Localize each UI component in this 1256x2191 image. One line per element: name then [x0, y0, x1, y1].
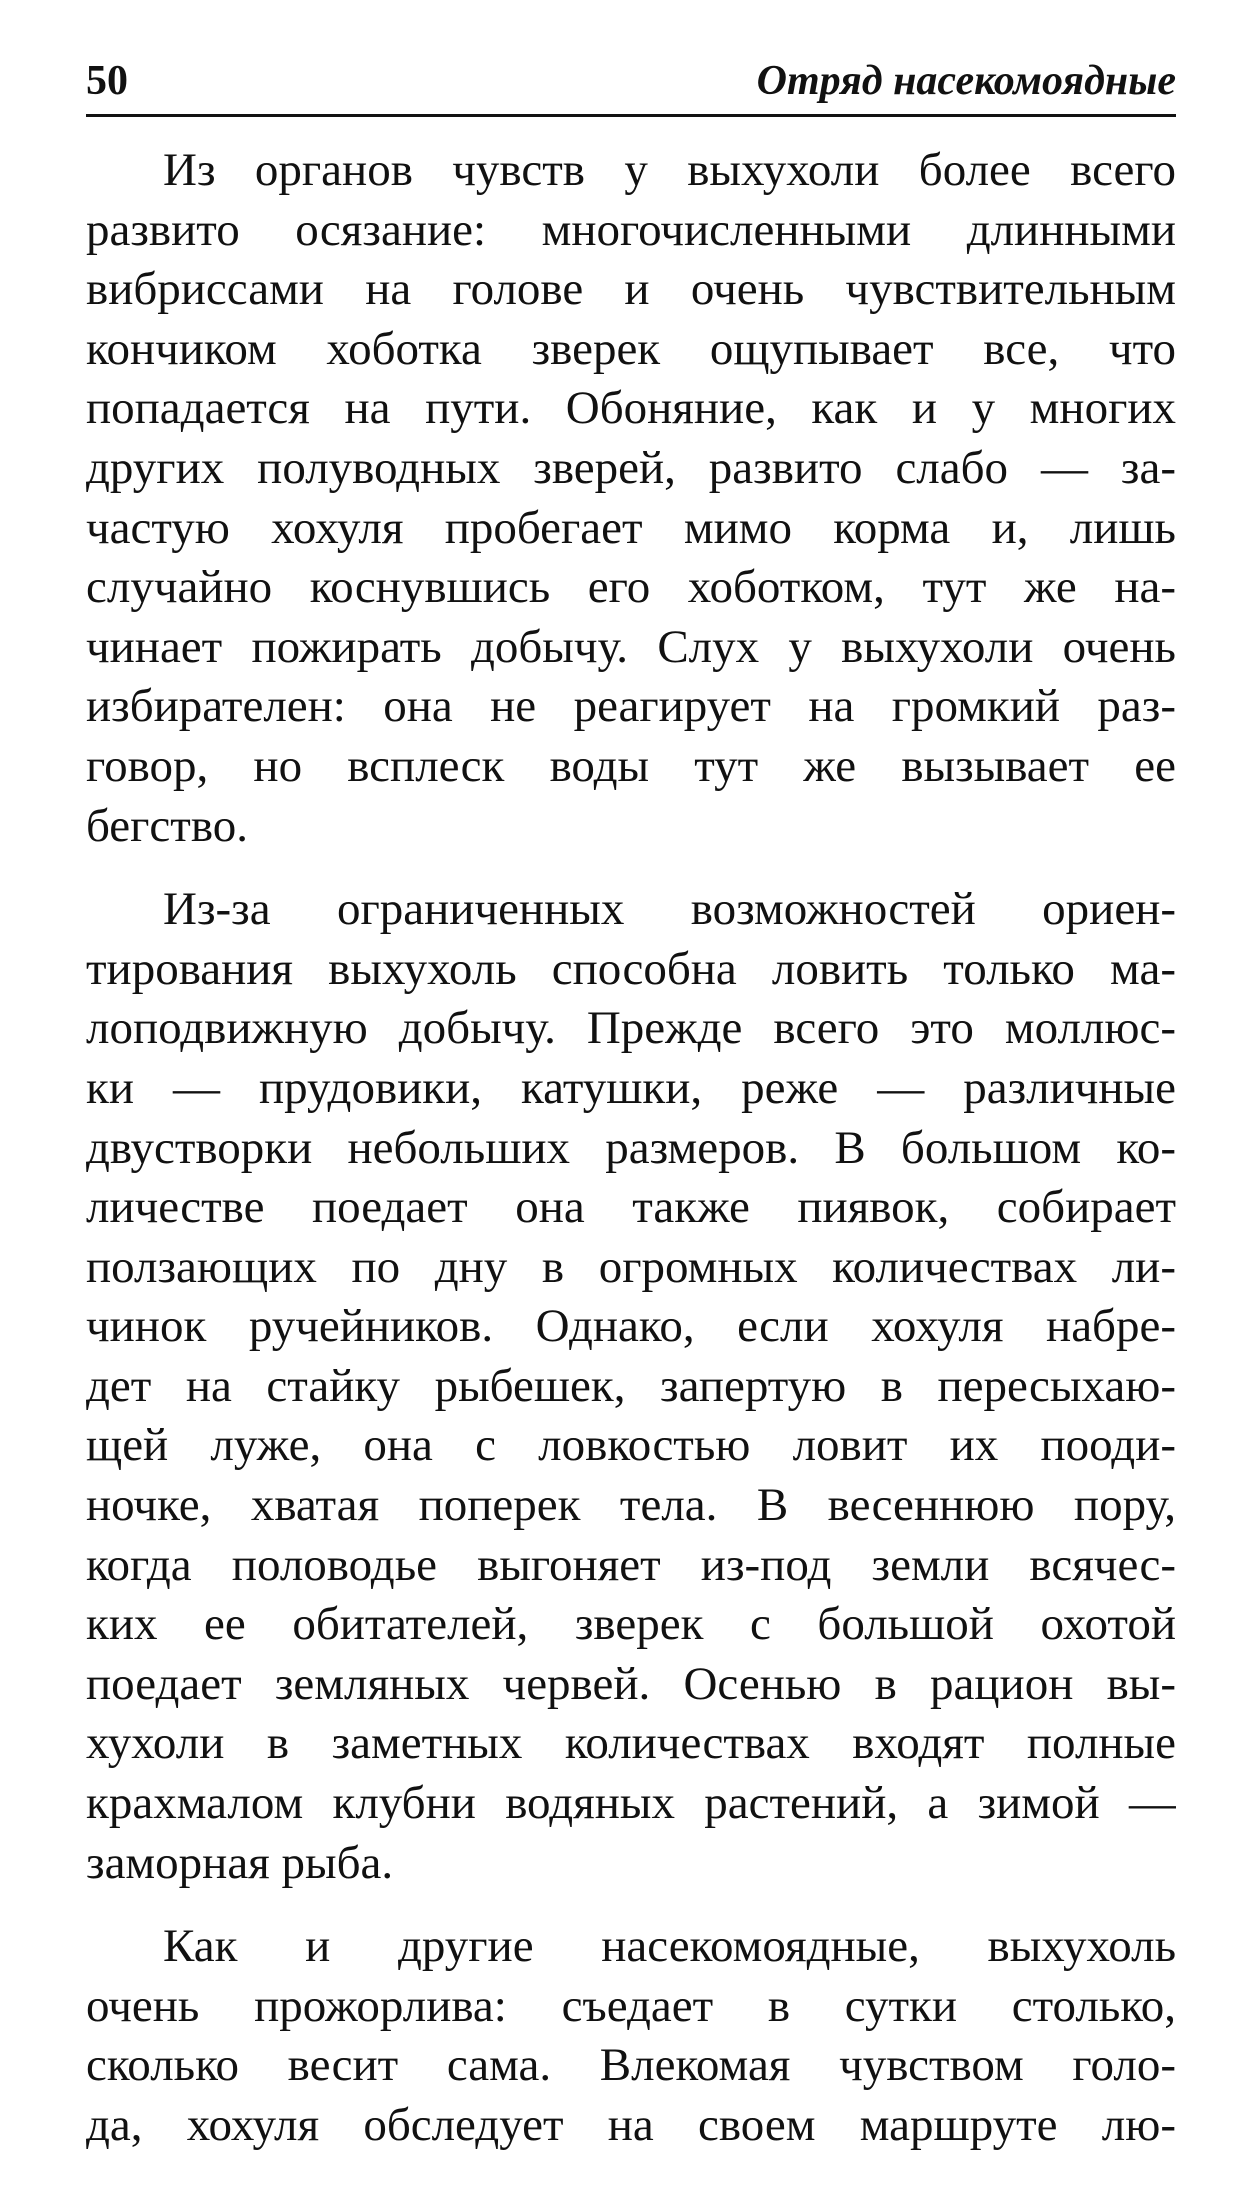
- body-text: [86, 141, 1176, 2156]
- text-line: заморная рыба.: [86, 1836, 394, 1889]
- text-line: дет на стайку рыбешек, запертую в пересыхаю-: [86, 1359, 1176, 1412]
- text-line: попадается на пути. Обоняние, как и у многих: [86, 382, 1176, 435]
- paragraph-1: [86, 141, 1176, 856]
- text-line: когда половодье выгоняет из-под земли всячес-: [86, 1538, 1176, 1591]
- text-line: щей луже, она с ловкостью ловит их пооди-: [86, 1419, 1176, 1472]
- text-line: ползающих по дну в огромных количествах ли-: [86, 1240, 1176, 1293]
- text-line: очень прожорлива: съедает в сутки столько,: [86, 1979, 1176, 2032]
- section-title: Отряд насекомоядные: [756, 58, 1176, 104]
- text-line: ки — прудовики, катушки, реже — различные: [86, 1061, 1176, 1114]
- text-line: избирателен: она не реагирует на громкий раз-: [86, 680, 1176, 733]
- text-line: лоподвижную добычу. Прежде всего это моллюс-: [86, 1002, 1176, 1055]
- running-head: [86, 60, 1176, 117]
- text-line: чинает пожирать добычу. Слух у выхухоли очень: [86, 620, 1176, 673]
- text-line: хухоли в заметных количествах входят полные: [86, 1717, 1176, 1770]
- book-page: [86, 60, 1176, 2156]
- page-number: 50: [86, 58, 128, 104]
- text-line: чинок ручейников. Однако, если хохуля набре-: [86, 1300, 1176, 1353]
- text-line: Из органов чувств у выхухоли более всего: [163, 144, 1176, 196]
- text-line: Из-за ограниченных возможностей ориен-: [163, 883, 1176, 936]
- text-line: частую хохуля пробегает мимо корма и, лишь: [86, 501, 1176, 554]
- text-line: двустворки небольших размеров. В большом ко-: [86, 1121, 1176, 1174]
- paragraph-2: [86, 880, 1176, 1893]
- text-line: поедает земляных червей. Осенью в рацион вы-: [86, 1657, 1176, 1710]
- paragraph-3: [86, 1917, 1176, 2155]
- text-line: тирования выхухоль способна ловить только ма-: [86, 942, 1176, 995]
- text-line: крахмалом клубни водяных растений, а зимой —: [86, 1777, 1176, 1830]
- text-line: говор, но всплеск воды тут же вызывает ее: [86, 739, 1176, 792]
- text-line: Как и другие насекомоядные, выхухоль: [163, 1920, 1176, 1973]
- text-line: ночке, хватая поперек тела. В весеннюю пору,: [86, 1479, 1176, 1532]
- text-line: сколько весит сама. Влекомая чувством голо-: [86, 2039, 1176, 2092]
- text-line: личестве поедает она также пиявок, собирает: [86, 1181, 1176, 1234]
- text-line: развито осязание: многочисленными длинными: [86, 203, 1176, 256]
- text-line: вибриссами на голове и очень чувствительным: [86, 263, 1176, 316]
- text-line: других полуводных зверей, развито слабо — за-: [86, 441, 1176, 494]
- text-line: бегство.: [86, 799, 248, 852]
- text-line: да, хохуля обследует на своем маршруте лю-: [86, 2099, 1176, 2151]
- text-line: ких ее обитателей, зверек с большой охотой: [86, 1598, 1176, 1651]
- text-line: случайно коснувшись его хоботком, тут же на-: [86, 561, 1176, 614]
- text-line: кончиком хоботка зверек ощупывает все, что: [86, 322, 1176, 375]
